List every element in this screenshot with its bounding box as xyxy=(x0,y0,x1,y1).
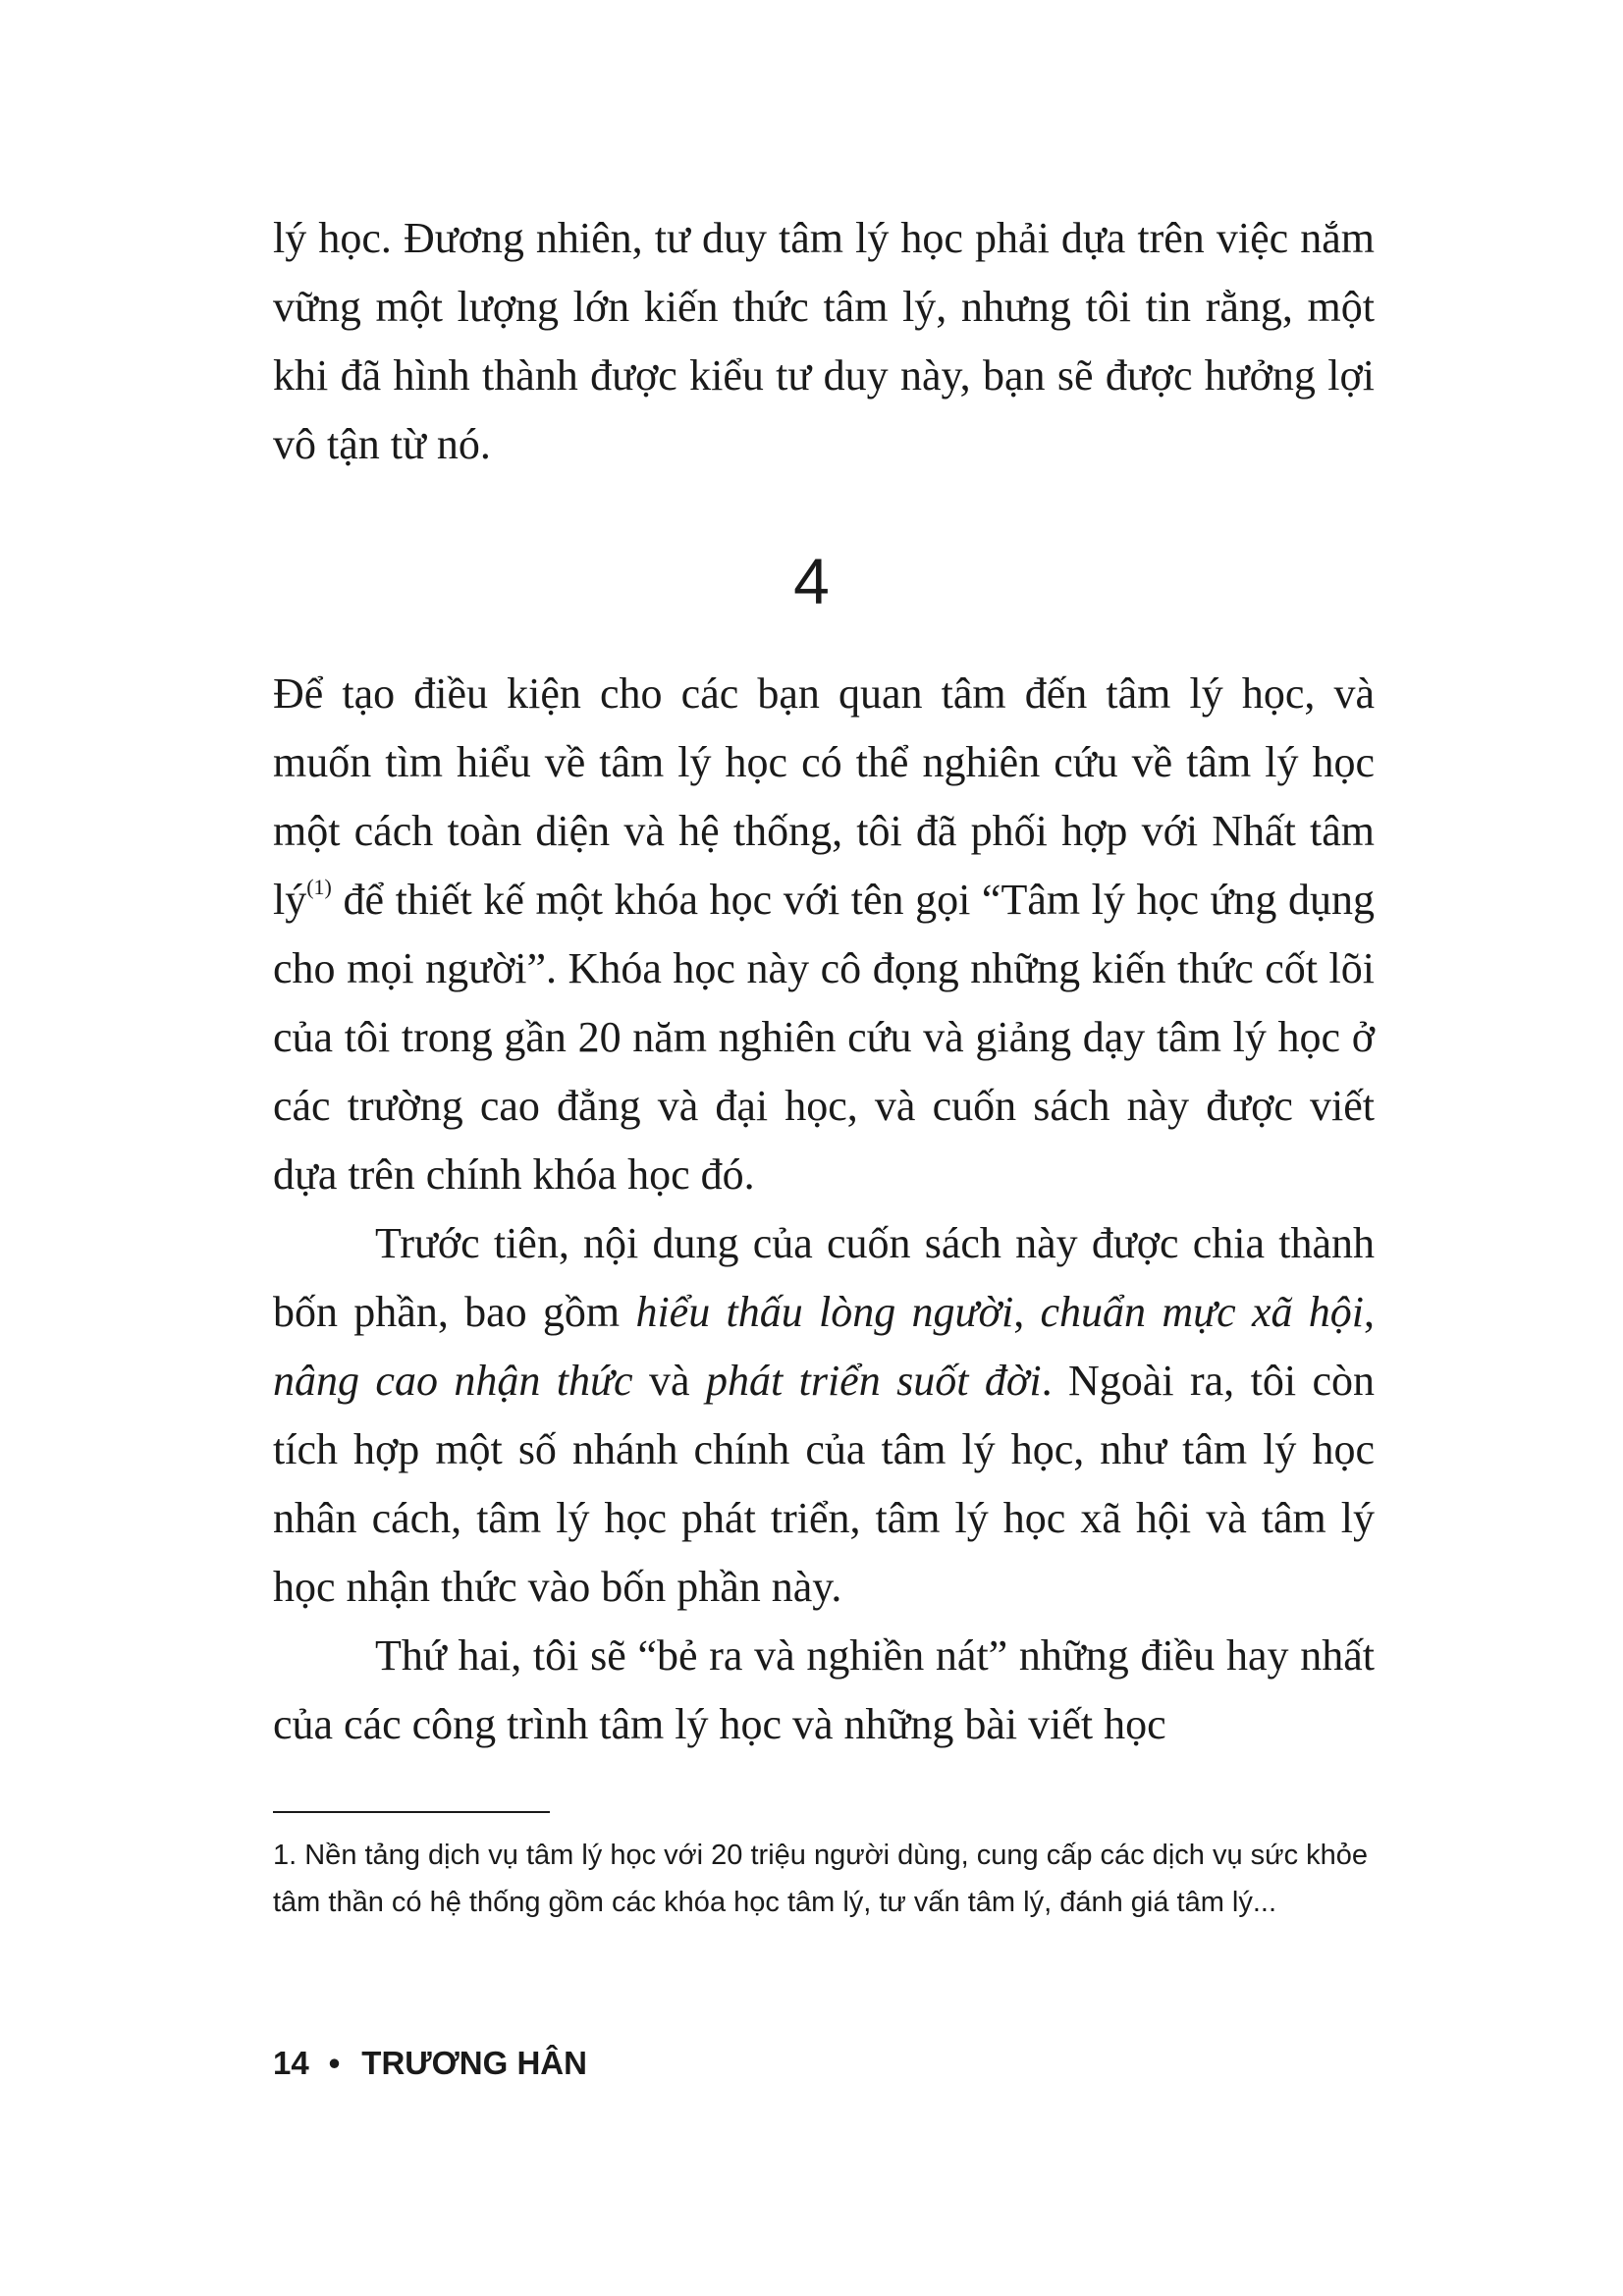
section-number: 4 xyxy=(793,545,830,617)
first-point-tail: . Ngoài ra, tôi còn tích hợp một số nhánh chính của tâm lý học, như tâm lý học nhân cách, tâm lý học phát triển, tâm lý học xã hội và tâm lý học nhận thức vào bốn phần này. xyxy=(273,1357,1375,1611)
part-title-3: nâng cao nhận thức xyxy=(273,1357,633,1405)
intro-paragraph xyxy=(273,660,1375,1209)
second-point-paragraph: Thứ hai, tôi sẽ “bẻ ra và nghiền nát” những điều hay nhất của các công trình tâm lý học và những bài viết học xyxy=(273,1631,1375,1748)
page-number: 14 xyxy=(273,2045,309,2081)
footer-separator: • xyxy=(328,2045,341,2081)
footnote-divider xyxy=(273,1811,550,1813)
part-title-4: phát triển suốt đời xyxy=(705,1357,1042,1405)
author-name: TRƯƠNG HÂN xyxy=(361,2045,587,2081)
conjunction: và xyxy=(632,1357,706,1405)
comma: , xyxy=(1364,1288,1375,1336)
comma: , xyxy=(1013,1288,1041,1336)
footnote-text: 1. Nền tảng dịch vụ tâm lý học với 20 triệu người dùng, cung cấp các dịch vụ sức khỏe tâm thần có hệ thống gồm các khóa học tâm lý, tư vấn tâm lý, đánh giá tâm lý... xyxy=(273,1840,1369,1918)
intro-text-end: để thiết kế một khóa học với tên gọi “Tâm lý học ứng dụng cho mọi người”. Khóa học này cô đọng những kiến thức cốt lõi của tôi trong gần 20 năm nghiên cứu và giảng dạy tâm lý học ở các trường cao đẳng và đại học, và cuốn sách này được viết dựa trên chính khóa học đó. xyxy=(273,876,1375,1199)
intro-text-start: Để tạo điều kiện cho các bạn quan tâm đến tâm lý học, và muốn tìm hiểu về tâm lý học có thể nghiên cứu về tâm lý học một cách toàn diện và hệ thống, tôi đã phối hợp với Nhất tâm lý xyxy=(273,669,1375,924)
part-title-1: hiểu thấu lòng người xyxy=(635,1288,1014,1336)
paragraph-text: lý học. Đương nhiên, tư duy tâm lý học phải dựa trên việc nắm vững một lượng lớn kiến thức tâm lý, nhưng tôi tin rằng, một khi đã hình thành được kiểu tư duy này, bạn sẽ được hưởng lợi vô tận từ nó. xyxy=(273,214,1375,468)
continuation-paragraph xyxy=(273,204,1375,479)
part-title-2: chuẩn mực xã hội xyxy=(1040,1288,1364,1336)
footnote-reference: (1) xyxy=(306,875,332,899)
first-point-lead: Trước tiên, nội dung của cuốn sách này được chia thành bốn phần, bao gồm xyxy=(273,1219,1375,1336)
section-body xyxy=(273,660,1375,1759)
first-point-paragraph xyxy=(273,1209,1375,1622)
running-footer xyxy=(273,2042,587,2085)
